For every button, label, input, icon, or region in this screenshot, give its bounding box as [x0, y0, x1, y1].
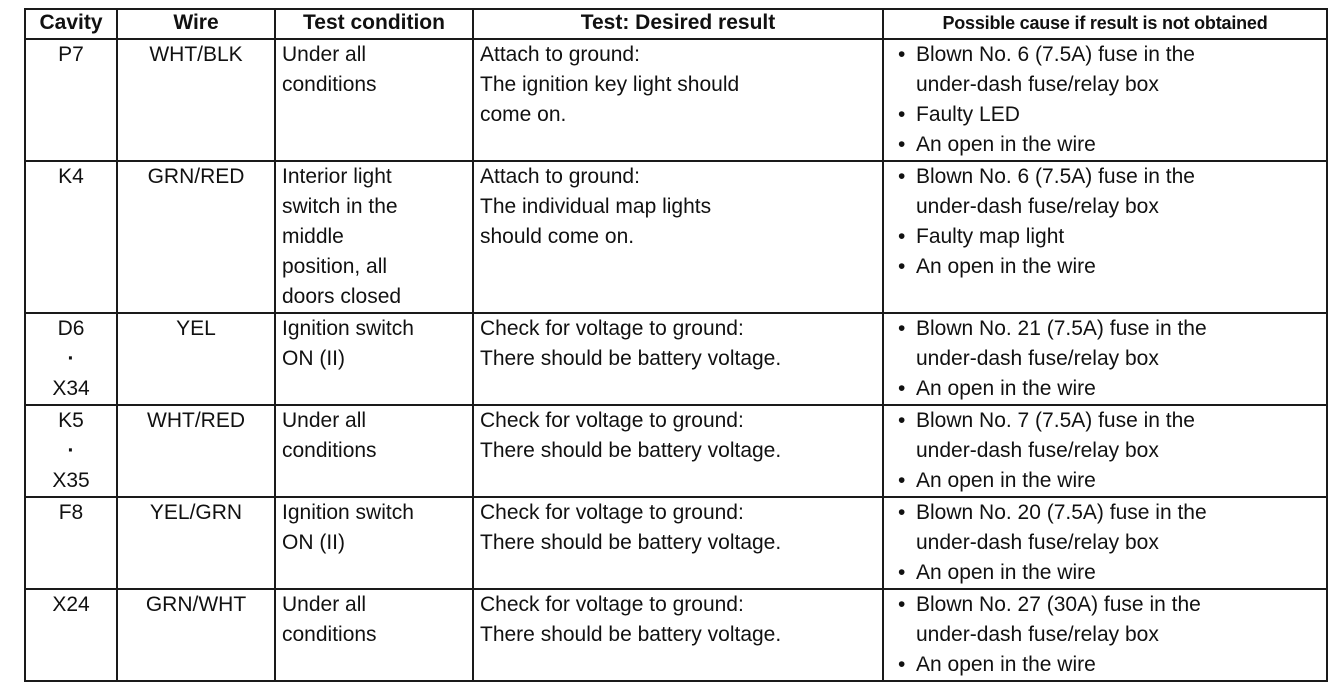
possible-cause-cell [883, 313, 1327, 405]
desired-result-cell [473, 39, 883, 161]
possible-cause-item [890, 406, 1320, 466]
table-row [25, 161, 1327, 313]
table-row [25, 39, 1327, 161]
desired-result-line: There should be battery voltage. [480, 347, 782, 370]
cavity-id: X24 [52, 593, 90, 616]
possible-cause-list [890, 162, 1320, 282]
header-desired-result: Test: Desired result [473, 9, 883, 39]
possible-cause-item [890, 314, 1320, 374]
test-condition-cell [275, 405, 473, 497]
wire-color-cell: GRN/RED [117, 161, 275, 313]
desired-result-line: The ignition key light should [480, 73, 740, 96]
possible-cause-item [890, 40, 1320, 100]
desired-result-cell [473, 161, 883, 313]
test-condition-cell [275, 161, 473, 313]
possible-cause-line: • An open in the wire [916, 653, 1096, 676]
possible-cause-item [890, 650, 1320, 680]
possible-cause-item [890, 222, 1320, 252]
header-wire: Wire [117, 9, 275, 39]
possible-cause-list [890, 314, 1320, 404]
test-condition-line: middle [282, 225, 344, 248]
possible-cause-item [890, 498, 1320, 558]
possible-cause-list [890, 406, 1320, 496]
cavity-id: X35 [52, 469, 90, 492]
wire-color-cell: YEL [117, 313, 275, 405]
desired-result-line: Attach to ground: [480, 165, 640, 188]
possible-cause-item [890, 130, 1320, 160]
wire-color-cell: WHT/RED [117, 405, 275, 497]
test-condition-line: switch in the [282, 195, 398, 218]
possible-cause-item [890, 374, 1320, 404]
possible-cause-line: • Blown No. 6 (7.5A) fuse in the [916, 165, 1195, 188]
possible-cause-line: • An open in the wire [916, 561, 1096, 584]
test-condition-line: conditions [282, 623, 377, 646]
desired-result-line: There should be battery voltage. [480, 623, 782, 646]
possible-cause-item [890, 100, 1320, 130]
possible-cause-line: • Faulty map light [916, 225, 1065, 248]
possible-cause-line: • An open in the wire [916, 377, 1096, 400]
test-condition-cell [275, 589, 473, 681]
possible-cause-item [890, 590, 1320, 650]
test-condition-line: doors closed [282, 285, 402, 308]
desired-result-cell [473, 589, 883, 681]
possible-cause-cell [883, 39, 1327, 161]
header-cavity: Cavity [25, 9, 117, 39]
possible-cause-line: • An open in the wire [916, 133, 1096, 156]
test-condition-line: conditions [282, 73, 377, 96]
possible-cause-line: • Blown No. 27 (30A) fuse in the [916, 593, 1201, 616]
possible-cause-cell [883, 405, 1327, 497]
possible-cause-line: under-dash fuse/relay box [916, 195, 1159, 218]
possible-cause-line: • Blown No. 20 (7.5A) fuse in the [916, 501, 1207, 524]
possible-cause-item [890, 466, 1320, 496]
test-condition-line: ON (II) [282, 531, 345, 554]
wire-color-cell: WHT/BLK [117, 39, 275, 161]
possible-cause-item [890, 162, 1320, 222]
troubleshooting-table [24, 8, 1328, 682]
desired-result-cell [473, 405, 883, 497]
desired-result-cell [473, 313, 883, 405]
possible-cause-line: under-dash fuse/relay box [916, 531, 1159, 554]
cavity-separator-dot: · [67, 347, 75, 370]
table-row [25, 313, 1327, 405]
possible-cause-item [890, 558, 1320, 588]
cavity-id: P7 [58, 43, 84, 66]
possible-cause-cell [883, 161, 1327, 313]
desired-result-line: There should be battery voltage. [480, 439, 782, 462]
cavity-id: K4 [58, 165, 84, 188]
cavity-cell [25, 161, 117, 313]
cavity-cell [25, 39, 117, 161]
possible-cause-line: • Blown No. 6 (7.5A) fuse in the [916, 43, 1195, 66]
desired-result-line: Check for voltage to ground: [480, 593, 744, 616]
test-condition-line: Under all [282, 593, 367, 616]
desired-result-line: Check for voltage to ground: [480, 317, 744, 340]
desired-result-line: Attach to ground: [480, 43, 640, 66]
test-condition-line: Under all [282, 409, 367, 432]
desired-result-line: come on. [480, 103, 567, 126]
possible-cause-line: under-dash fuse/relay box [916, 73, 1159, 96]
cavity-cell [25, 405, 117, 497]
cavity-id: F8 [58, 501, 84, 524]
possible-cause-cell [883, 589, 1327, 681]
test-condition-line: conditions [282, 439, 377, 462]
wire-color-cell: GRN/WHT [117, 589, 275, 681]
possible-cause-list [890, 590, 1320, 680]
test-condition-cell [275, 39, 473, 161]
wire-color-cell: YEL/GRN [117, 497, 275, 589]
header-test-condition: Test condition [275, 9, 473, 39]
test-condition-line: position, all [282, 255, 388, 278]
cavity-cell [25, 589, 117, 681]
possible-cause-line: under-dash fuse/relay box [916, 623, 1159, 646]
test-condition-line: Under all [282, 43, 367, 66]
possible-cause-line: under-dash fuse/relay box [916, 347, 1159, 370]
possible-cause-line: under-dash fuse/relay box [916, 439, 1159, 462]
cavity-cell [25, 497, 117, 589]
possible-cause-line: • An open in the wire [916, 469, 1096, 492]
cavity-id: K5 [58, 409, 84, 432]
table-row [25, 497, 1327, 589]
possible-cause-list [890, 40, 1320, 160]
test-condition-line: Ignition switch [282, 501, 414, 524]
header-possible-cause: Possible cause if result is not obtained [883, 9, 1327, 39]
table-header-row [25, 9, 1327, 39]
test-condition-cell [275, 497, 473, 589]
cavity-cell [25, 313, 117, 405]
possible-cause-list [890, 498, 1320, 588]
cavity-separator-dot: · [67, 439, 75, 462]
cavity-id: D6 [57, 317, 85, 340]
table-row [25, 589, 1327, 681]
cavity-id: X34 [52, 377, 90, 400]
test-condition-cell [275, 313, 473, 405]
possible-cause-line: • Blown No. 7 (7.5A) fuse in the [916, 409, 1195, 432]
test-condition-line: ON (II) [282, 347, 345, 370]
test-condition-line: Ignition switch [282, 317, 414, 340]
possible-cause-item [890, 252, 1320, 282]
possible-cause-cell [883, 497, 1327, 589]
table-body [25, 39, 1327, 681]
possible-cause-line: • An open in the wire [916, 255, 1096, 278]
desired-result-line: There should be battery voltage. [480, 531, 782, 554]
test-condition-line: Interior light [282, 165, 392, 188]
possible-cause-line: • Faulty LED [916, 103, 1020, 126]
possible-cause-line: • Blown No. 21 (7.5A) fuse in the [916, 317, 1207, 340]
desired-result-line: Check for voltage to ground: [480, 409, 744, 432]
desired-result-line: Check for voltage to ground: [480, 501, 744, 524]
desired-result-line: The individual map lights [480, 195, 712, 218]
desired-result-cell [473, 497, 883, 589]
table-row [25, 405, 1327, 497]
desired-result-line: should come on. [480, 225, 635, 248]
